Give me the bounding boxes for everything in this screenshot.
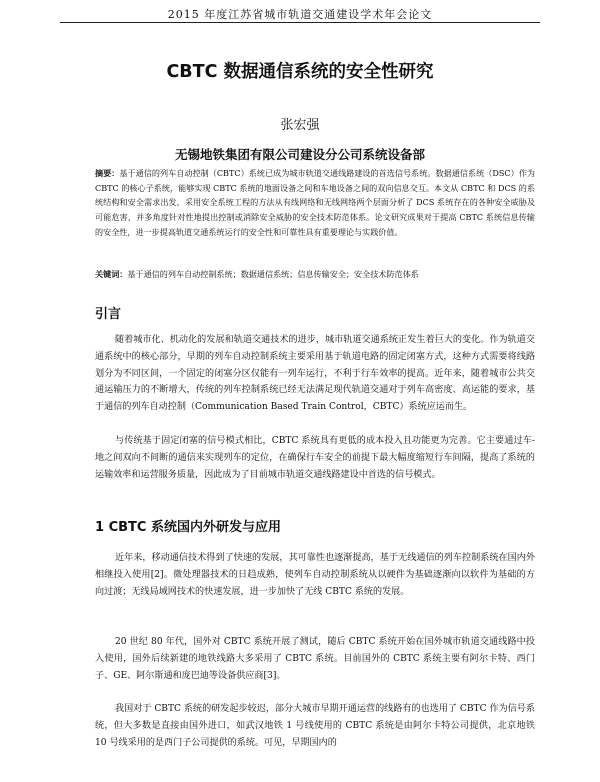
paragraph-intro-2: 与传统基于固定闭塞的信号模式相比，CBTC 系统具有更低的成本投入且功能更为完善。它主要通过车-地之间双向不间断的通信来实现列车的定位，在确保行车安全的前提下最大幅度缩短行车间隔，提高了系统的运输效率和运营服务质量，因此成为了目前城市轨道交通线路建设中首选的信号模式。: [95, 436, 535, 480]
abstract: [95, 166, 535, 240]
paper-title: CBTC 数据通信系统的安全性研究: [166, 62, 434, 82]
section-heading-1: 1 CBTC 系统国内外研发与应用: [95, 520, 281, 535]
author-name: 张宏强: [280, 118, 320, 133]
header-rule: [60, 22, 540, 23]
paragraph-1-1: 近年来，移动通信技术得到了快速的发展，其可靠性也逐渐提高，基于无线通信的列车控制系统在国内外相继投入使用[2]。微处理器技术的日趋成熟，使列车自动控制系统从以硬件为基础逐渐向以软件为基础的方向过渡；无线局域网技术的快速发展，进一步加快了无线 CBTC 系统的发展。: [95, 553, 535, 597]
paragraph-1-3: 我国对于 CBTC 系统的研发起步较迟，部分大城市早期开通运营的线路有的也选用了 CBTC 作为信号系统，但大多数是直接由国外进口，如武汉地铁 1 号线使用的 CBTC 系统是由阿尔卡特公司提供，北京地铁 10 号线采用的是西门子公司提供的系统。可见，早期国内的: [95, 704, 535, 748]
keywords: [95, 267, 535, 281]
keywords-text: 基于通信的列车自动控制系统；数据通信系统；信息传输安全；安全技术防范体系: [127, 269, 419, 279]
abstract-label: 摘要：: [95, 168, 120, 178]
keywords-label: 关键词：: [95, 269, 128, 279]
paragraph-intro-1: 随着城市化、机动化的发展和轨道交通技术的进步，城市轨道交通系统正发生着巨大的变化。作为轨道交通系统中的核心部分，早期的列车自动控制系统主要采用基于轨道电路的固定闭塞方式，这种方式需要将线路划分为不同区间，一个固定的闭塞分区仅能有一列车运行，不利于行车效率的提高。近年来，随着城市公共交通运输压力的不断增大，传统的列车控制系统已经无法满足现代轨道交通对于列车高密度、高运能的要求，基于通信的列车自动控制（Communication Based Train Control，CBTC）系统应运而生。: [95, 335, 535, 413]
paragraph-1-2: 20 世纪 80 年代，国外对 CBTC 系统开展了测试，随后 CBTC 系统开始在国外城市轨道交通线路中投入使用，国外后续新建的地铁线路大多采用了 CBTC 系统。目前国外的 CBTC 系统主要有阿尔卡特、西门子、GE、阿尔斯通和庞巴迪等设备供应商[3]。: [95, 637, 535, 681]
section-heading-intro: 引言: [95, 307, 122, 322]
abstract-text: 基于通信的列车自动控制（CBTC）系统已成为城市轨道交通线路建设的首选信号系统。数据通信系统（DSC）作为 CBTC 的核心子系统，能够实现 CBTC 系统的地面设备之间和车地设备之间的双向信息交互。本文从 CBTC 和 DCS 的系统结构和安全需求出发，采用安全系统工程的方法从有线网络和无线网络两个层面分析了 DCS 系统存在的各种安全威胁及可能危害，并多角度针对性地提出控制或消除安全威胁的安全技术防范体系。论文研究成果对于提高 CBTC 系统信息传输的安全性，进一步提高轨道交通系统运行的安全性和可靠性具有重要理论与实践价值。: [95, 168, 535, 237]
author-affiliation: 无锡地铁集团有限公司建设分公司系统设备部: [174, 147, 425, 162]
running-header: 2015 年度江苏省城市轨道交通建设学术年会论文: [167, 8, 433, 21]
